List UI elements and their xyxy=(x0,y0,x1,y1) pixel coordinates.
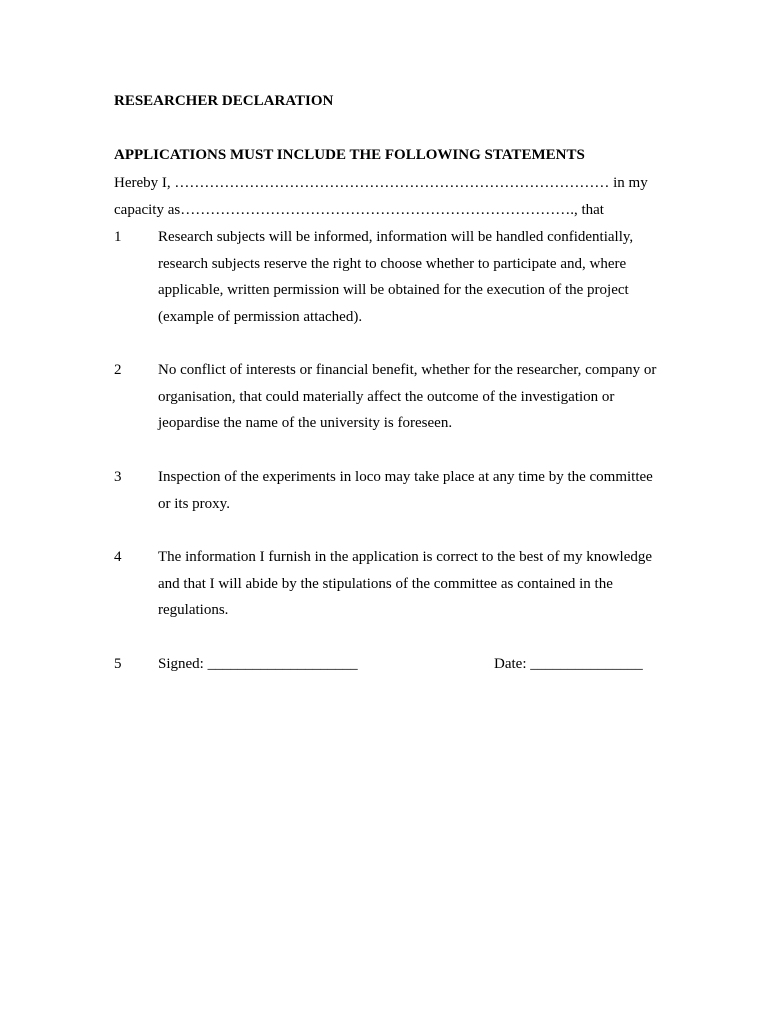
document-title: RESEARCHER DECLARATION xyxy=(114,93,334,109)
item-text-4: The information I furnish in the application is correct to the best of my knowledge and that I will abide by the stipulations of the committee as contained in the regulations. xyxy=(158,549,653,618)
document-subtitle: APPLICATIONS MUST INCLUDE THE FOLLOWING STATEMENTS xyxy=(114,147,585,163)
item-number-3: 3 xyxy=(114,469,122,485)
item-number-5: 5 xyxy=(114,656,122,672)
item-number-2: 2 xyxy=(114,362,122,378)
date-field[interactable]: Date: _______________ xyxy=(494,656,643,672)
intro-line-1: Hereby I, …………………………………………………………………………… in my xyxy=(114,175,648,191)
signed-field[interactable]: Signed: ____________________ xyxy=(158,656,358,672)
item-text-1: Research subjects will be informed, information will be handled confidentially, research subjects reserve the right to choose whether to participate and, where applicable, written permission will be obtained for the execution of the project (example of permission attached). xyxy=(158,229,634,325)
item-text-3: Inspection of the experiments in loco may take place at any time by the committee or its proxy. xyxy=(158,469,653,512)
item-number-1: 1 xyxy=(114,229,122,245)
item-number-4: 4 xyxy=(114,549,122,565)
intro-line-2: capacity as……………………………………………………………………., that xyxy=(114,202,604,218)
item-text-2: No conflict of interests or financial benefit, whether for the researcher, company or organisation, that could materially affect the outcome of the investigation or jeopardise the name of the university is foreseen. xyxy=(158,362,657,431)
